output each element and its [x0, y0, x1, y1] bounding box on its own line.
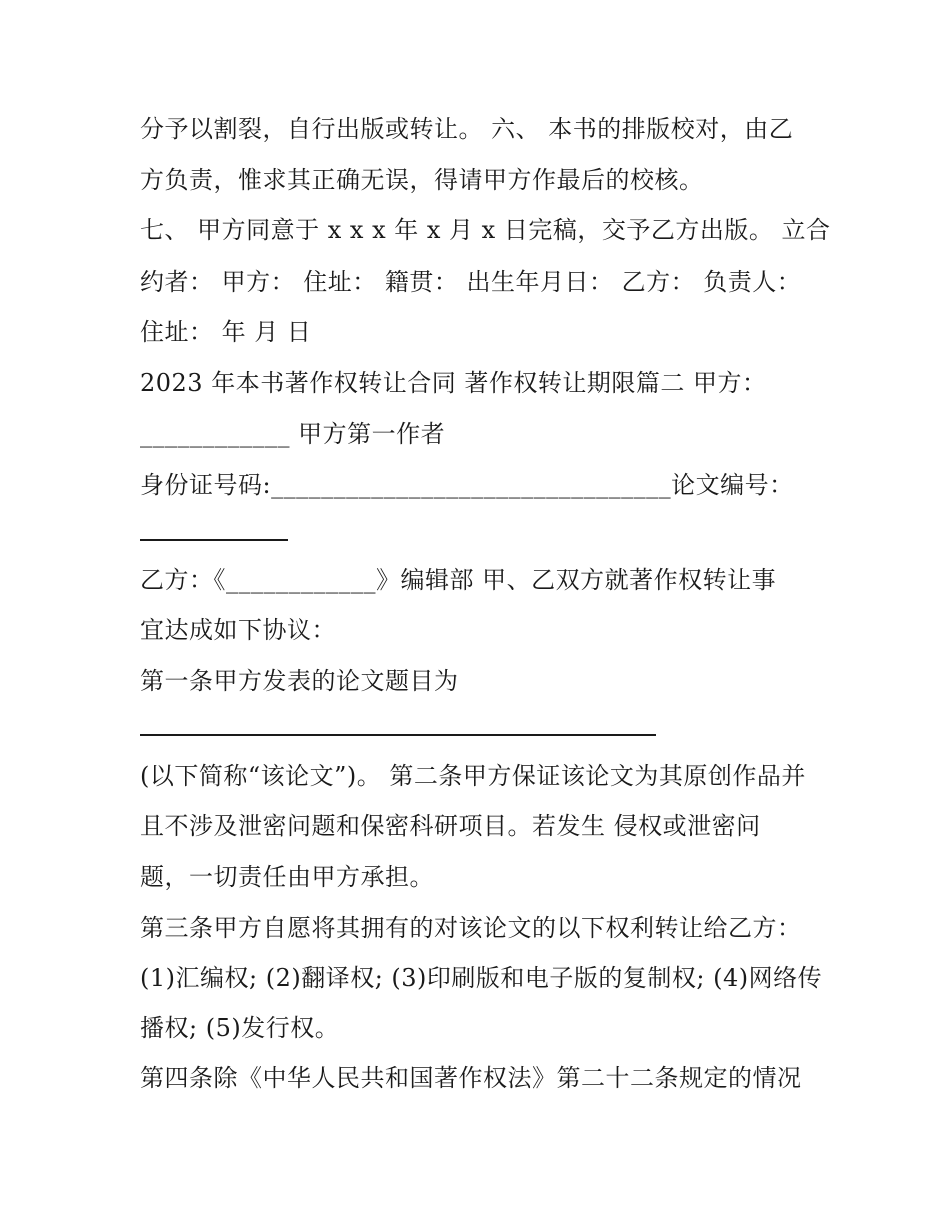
text-line: 住址： 年 月 日	[140, 318, 312, 346]
text-line: 且不涉及泄密问题和保密科研项目。若发生 侵权或泄密问	[140, 812, 761, 840]
text-line: 第四条除《中华人民共和国著作权法》第二十二条规定的情况	[140, 1064, 802, 1092]
title-blank-line	[140, 734, 656, 736]
text-line: 分予以割裂，自行出版或转让。 六、 本书的排版校对，由乙	[140, 115, 794, 143]
text-line: 身份证号码:________________________________论文编号：	[140, 471, 794, 499]
text-line: 题，一切责任由甲方承担。	[140, 863, 434, 891]
text-line: 乙方：《____________》编辑部 甲、乙双方就著作权转让事	[140, 566, 777, 594]
text-line: 播权; (5)发行权。	[140, 1014, 340, 1042]
text-line: 宜达成如下协议：	[140, 616, 336, 644]
text-line: 2023 年本书著作权转让合同 著作权转让期限篇二 甲方：	[140, 369, 767, 397]
text-line: 方负责，惟求其正确无误，得请甲方作最后的校核。	[140, 166, 704, 194]
text-line: ____________ 甲方第一作者	[140, 420, 446, 448]
text-line: 约者： 甲方： 住址： 籍贯： 出生年月日： 乙方： 负责人：	[140, 268, 802, 296]
text-line: 第三条甲方自愿将其拥有的对该论文的以下权利转让给乙方：	[140, 914, 802, 942]
signature-blank-line	[140, 539, 288, 541]
text-line: (以下简称“该论文”)。 第二条甲方保证该论文为其原创作品并	[140, 762, 806, 790]
text-line: (1)汇编权; (2)翻译权; (3)印刷版和电子版的复制权; (4)网络传	[140, 964, 823, 992]
text-line: 第一条甲方发表的论文题目为	[140, 667, 459, 695]
text-line: 七、 甲方同意于 x x x 年 x 月 x 日完稿，交予乙方出版。 立合	[140, 216, 831, 244]
